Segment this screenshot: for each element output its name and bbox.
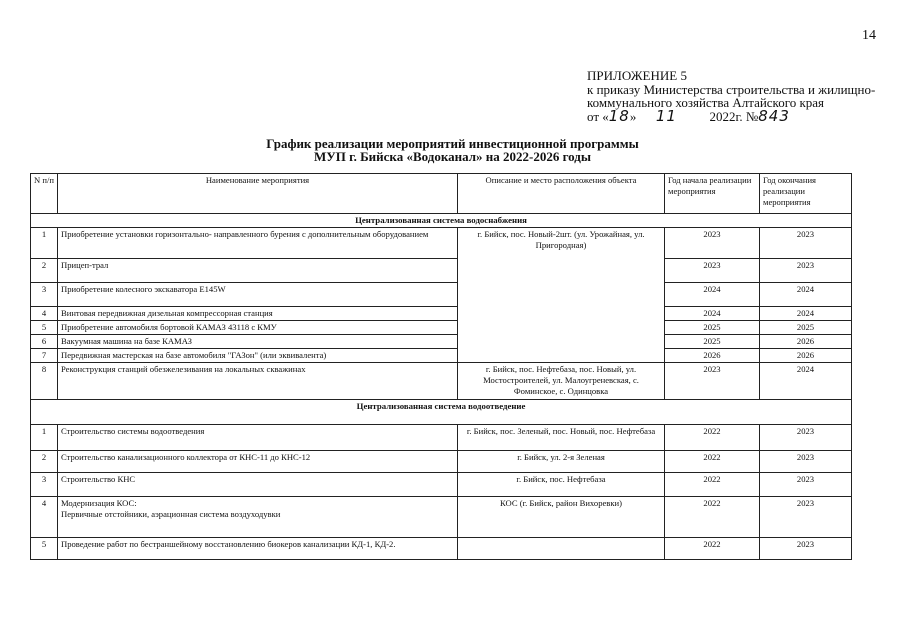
cell-name: Строительство канализационного коллектора от КНС-11 до КНС-12	[58, 451, 458, 473]
cell-name: Проведение работ по бестраншейному восстановлению биокеров канализации КД-1, КД-2.	[58, 538, 458, 560]
cell-end: 2023	[760, 497, 852, 538]
appendix-line2: коммунального хозяйства Алтайского края	[587, 95, 825, 110]
table-header-row	[31, 174, 852, 214]
cell-start: 2022	[665, 538, 760, 560]
cell-num: 7	[31, 349, 58, 363]
cell-start: 2025	[665, 335, 760, 349]
cell-end: 2024	[760, 363, 852, 400]
cell-name: Строительство КНС	[58, 473, 458, 497]
cell-num: 4	[31, 497, 58, 538]
cell-desc: г. Бийск, ул. 2-я Зеленая	[458, 451, 665, 473]
table-row	[31, 259, 852, 283]
document-title	[0, 137, 905, 163]
cell-name: Приобретение автомобиля бортовой КАМАЗ 43118 с КМУ	[58, 321, 458, 335]
cell-start: 2022	[665, 497, 760, 538]
cell-num: 1	[31, 425, 58, 451]
cell-end: 2024	[760, 307, 852, 321]
cell-end: 2023	[760, 259, 852, 283]
cell-name: Винтовая передвижная дизельная компрессорная станция	[58, 307, 458, 321]
cell-start: 2022	[665, 473, 760, 497]
title-line1: График реализации мероприятий инвестиционной программы	[266, 136, 639, 151]
cell-end: 2026	[760, 349, 852, 363]
section-row	[31, 214, 852, 228]
col-header-end: Год окончания реализации мероприятия	[760, 174, 852, 214]
col-header-start: Год начала реализации мероприятия	[665, 174, 760, 214]
cell-desc: г. Бийск, пос. Новый-2шт. (ул. Урожайная, ул. Пригородная)	[458, 228, 665, 363]
year-label: 2022г. №	[709, 108, 759, 124]
schedule-table	[30, 173, 852, 560]
table-row	[31, 283, 852, 307]
cell-start: 2025	[665, 321, 760, 335]
table-row	[31, 451, 852, 473]
cell-num: 8	[31, 363, 58, 400]
cell-name: Строительство системы водоотведения	[58, 425, 458, 451]
cell-start: 2023	[665, 363, 760, 400]
title-line2: МУП г. Бийска «Водоканал» на 2022-2026 годы	[313, 149, 592, 164]
cell-name	[58, 497, 458, 538]
cell-name-line2: Первичные отстойники, аэрационная система воздуходувки	[61, 509, 281, 519]
appendix-date-line	[587, 106, 875, 125]
cell-desc: КОС (г. Бийск, район Вихоревки)	[458, 497, 665, 538]
appendix-line1: к приказу Министерства строительства и жилищно-	[587, 81, 876, 97]
section-row	[31, 400, 852, 425]
cell-end: 2023	[760, 538, 852, 560]
appendix-block	[587, 69, 875, 123]
cell-num: 6	[31, 335, 58, 349]
table-row	[31, 228, 852, 259]
table-row	[31, 497, 852, 538]
cell-end: 2023	[760, 451, 852, 473]
cell-num: 4	[31, 307, 58, 321]
cell-num: 5	[31, 321, 58, 335]
cell-name: Реконструкция станций обезжелезивания на локальных скважинах	[58, 363, 458, 400]
cell-start: 2026	[665, 349, 760, 363]
handwritten-month: 11	[655, 106, 677, 125]
table-row	[31, 321, 852, 335]
table-row	[31, 349, 852, 363]
section-wastewater: Централизованная система водоотведение	[31, 400, 852, 425]
table-row	[31, 538, 852, 560]
cell-start: 2022	[665, 451, 760, 473]
cell-desc	[458, 538, 665, 560]
cell-start: 2024	[665, 283, 760, 307]
cell-desc: г. Бийск, пос. Зеленый, пос. Новый, пос. Нефтебаза	[458, 425, 665, 451]
col-header-num: N п/п	[31, 174, 58, 214]
cell-end: 2026	[760, 335, 852, 349]
cell-num: 2	[31, 451, 58, 473]
table-row	[31, 335, 852, 349]
cell-start: 2023	[665, 228, 760, 259]
col-header-desc: Описание и место расположения объекта	[458, 174, 665, 214]
handwritten-number: 843	[758, 106, 790, 125]
table-row	[31, 363, 852, 400]
table-row	[31, 425, 852, 451]
cell-num: 5	[31, 538, 58, 560]
cell-name: Приобретение установки горизонтально- направленного бурения с дополнительным оборудованием	[58, 228, 458, 259]
cell-name: Прицеп-трал	[58, 259, 458, 283]
from-mid: »	[629, 108, 637, 124]
cell-num: 2	[31, 259, 58, 283]
from-prefix: от «	[587, 108, 609, 124]
col-header-name: Наименование мероприятия	[58, 174, 458, 214]
cell-end: 2023	[760, 473, 852, 497]
handwritten-day: 18	[608, 106, 630, 125]
cell-end: 2023	[760, 228, 852, 259]
cell-num: 3	[31, 473, 58, 497]
appendix-title: ПРИЛОЖЕНИЕ 5	[587, 68, 687, 83]
cell-name: Вакуумная машина на базе КАМАЗ	[58, 335, 458, 349]
cell-start: 2024	[665, 307, 760, 321]
cell-end: 2023	[760, 425, 852, 451]
cell-start: 2023	[665, 259, 760, 283]
cell-name: Передвижная мастерская на базе автомобиля "ГАЗон" (или эквивалента)	[58, 349, 458, 363]
cell-num: 1	[31, 228, 58, 259]
table-row	[31, 307, 852, 321]
cell-name-line1: Модернизация КОС:	[61, 498, 137, 508]
cell-desc: г. Бийск, пос. Нефтебаза	[458, 473, 665, 497]
cell-end: 2025	[760, 321, 852, 335]
cell-desc: г. Бийск, пос. Нефтебаза, пос. Новый, ул. Мостостроителей, ул. Малоугреневская, с. Фоминское, с. Одинцовка	[458, 363, 665, 400]
cell-num: 3	[31, 283, 58, 307]
page-number: 14	[862, 28, 876, 43]
cell-name: Приобретение колесного экскаватора E145W	[58, 283, 458, 307]
table-row	[31, 473, 852, 497]
cell-end: 2024	[760, 283, 852, 307]
section-water-supply: Централизованная система водоснабжения	[31, 214, 852, 228]
cell-start: 2022	[665, 425, 760, 451]
